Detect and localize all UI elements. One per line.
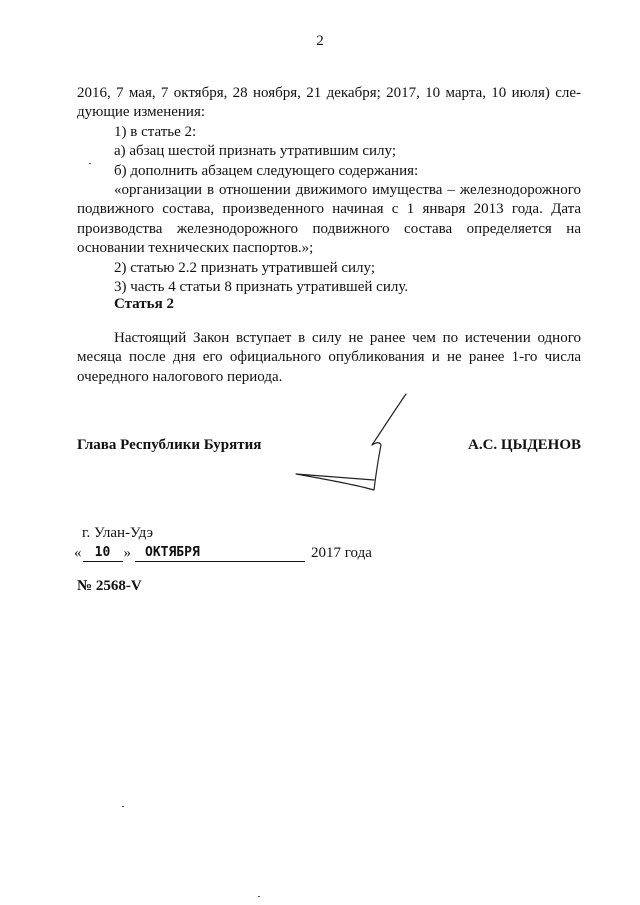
paragraph-continuation-end: дующие изменения: — [77, 104, 206, 121]
date-close-quote: » — [123, 545, 131, 561]
amendment-quote: «организации в отношении движимого имущества – железнодорожного подвижного состава, произведенного начиная с 1 января 2013 года. Дата производства железнодорожного подвижного состава определяется на основании технических паспортов.»; — [77, 182, 581, 257]
amendment-item-3: 3) часть 4 статьи 8 признать утратившей силу. — [114, 279, 409, 296]
amendment-item-1b: б) дополнить абзацем следующего содержания: — [114, 162, 419, 179]
date-day: 10 — [83, 545, 123, 562]
page-number: 2 — [316, 33, 324, 49]
place-of-signing: г. Улан-Удэ — [82, 525, 154, 541]
signing-date — [74, 542, 372, 562]
paragraph-continuation: 2016, 7 мая, 7 октября, 28 ноября, 21 декабря; 2017, 10 марта, 10 июля) сле- — [77, 85, 581, 101]
amendment-item-1: 1) в статье 2: — [114, 123, 197, 140]
signatory-name: А.С. ЦЫДЕНОВ — [468, 437, 581, 453]
handwritten-signature — [290, 390, 420, 505]
law-number: № 2568-V — [77, 578, 142, 594]
amendment-item-2: 2) статью 2.2 признать утратившей силу; — [114, 259, 375, 276]
article-2-text: Настоящий Закон вступает в силу не ранее чем по истечении одного месяца после дня его официального опубликования и не ранее 1-го числа очередного налогового периода. — [77, 330, 581, 385]
amendment-item-1a: а) абзац шестой признать утратившим силу; — [114, 143, 396, 160]
scan-speck — [122, 806, 124, 807]
date-open-quote: « — [74, 545, 82, 561]
date-year: 2017 года — [311, 545, 372, 561]
signatory-title: Глава Республики Бурятия — [77, 437, 262, 453]
scan-speck — [258, 896, 260, 897]
scan-speck — [89, 163, 91, 164]
amendments-text — [77, 84, 581, 297]
date-month: ОКТЯБРЯ — [135, 545, 305, 562]
article-2-heading: Статья 2 — [114, 296, 174, 312]
